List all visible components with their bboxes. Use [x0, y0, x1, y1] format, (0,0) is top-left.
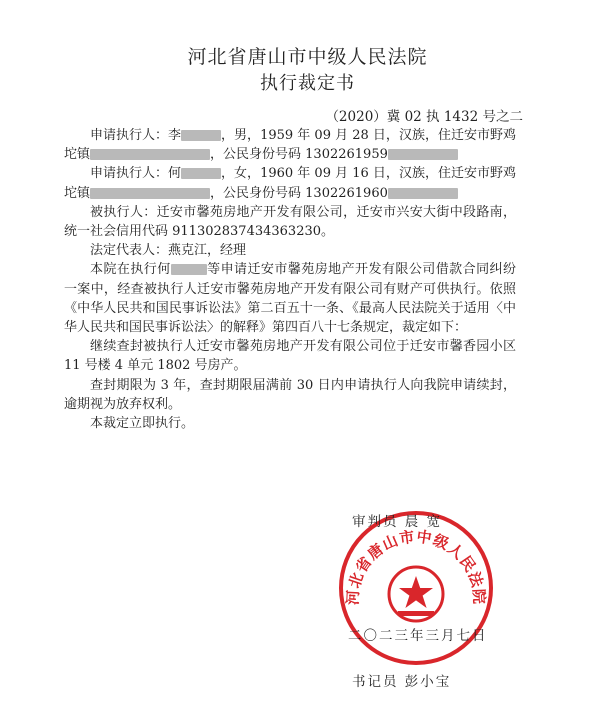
court-name: 河北省唐山市中级人民法院 — [187, 46, 428, 68]
effective-immediately-paragraph: 本裁定立即执行。 — [90, 416, 195, 432]
respondent-paragraph: 被执行人：迁安市馨苑房地产开发有限公司，迁安市兴安大街中段路南，统一社会信用代码 911302837434363230。 — [64, 204, 516, 240]
judge-signature: 审判员 晨 宽 — [352, 514, 443, 530]
redaction-block — [90, 149, 210, 160]
court-seal — [336, 508, 496, 668]
applicant-1-suffix: ，公民身份号码 1302261959 — [210, 147, 388, 163]
applicant-2-prefix: 申请执行人：何 — [90, 166, 182, 182]
applicant-2-suffix: ，公民身份号码 1302261960 — [210, 185, 388, 201]
ruling-date: 二〇二三年三月七日 — [348, 628, 488, 644]
applicant-1-prefix: 申请执行人：李 — [90, 128, 182, 143]
redaction-block — [171, 264, 207, 275]
applicant-2-middle: ，女，1960 年 09 月 16 日，汉族，住迁安市野鸡坨镇 — [64, 166, 516, 201]
redaction-block — [388, 188, 458, 199]
case-number: （2020）冀 02 执 1432 号之二 — [325, 109, 523, 125]
redaction-block — [90, 188, 210, 199]
ruling-seizure-paragraph: 继续查封被执行人迁安市馨苑房地产开发有限公司位于迁安市馨香园小区 11 号楼 4 单元 1802 号房产。 — [64, 339, 516, 374]
redaction-block — [388, 149, 458, 160]
ruling-basis-text: 等申请迁安市馨苑房地产开发有限公司借款合同纠纷一案中，经查被执行人迁安市馨苑房地产开发有限公司有财产可供执行。依照《中华人民共和国民事诉讼法》第二百五十一条、《最高人民法院关于适用〈中华人民共和国民事诉讼法〉的解释》第四百八十七条规定，裁定如下： — [64, 262, 516, 336]
ruling-basis-prefix: 本院在执行何 — [90, 262, 171, 278]
document-body — [64, 126, 516, 433]
applicant-1-paragraph — [64, 126, 516, 164]
seizure-period-paragraph: 查封期限为 3 年，查封期限届满前 30 日内申请执行人向我院申请续封，逾期视为放弃权利。 — [64, 377, 516, 412]
redaction-block — [181, 168, 221, 179]
ruling-basis-paragraph — [64, 260, 516, 337]
clerk-signature: 书记员 彭小宝 — [352, 674, 452, 690]
document-type-title: 执行裁定书 — [260, 73, 355, 94]
applicant-2-paragraph — [64, 164, 516, 202]
national-emblem-icon — [389, 567, 443, 621]
applicant-1-middle: ，男，1959 年 09 月 28 日，汉族，住迁安市野鸡坨镇 — [64, 128, 516, 163]
seal-text: 河北省唐山市中级人民法院 — [343, 527, 489, 606]
legal-representative-paragraph: 法定代表人：燕克江，经理 — [90, 243, 247, 259]
redaction-block — [181, 130, 221, 141]
